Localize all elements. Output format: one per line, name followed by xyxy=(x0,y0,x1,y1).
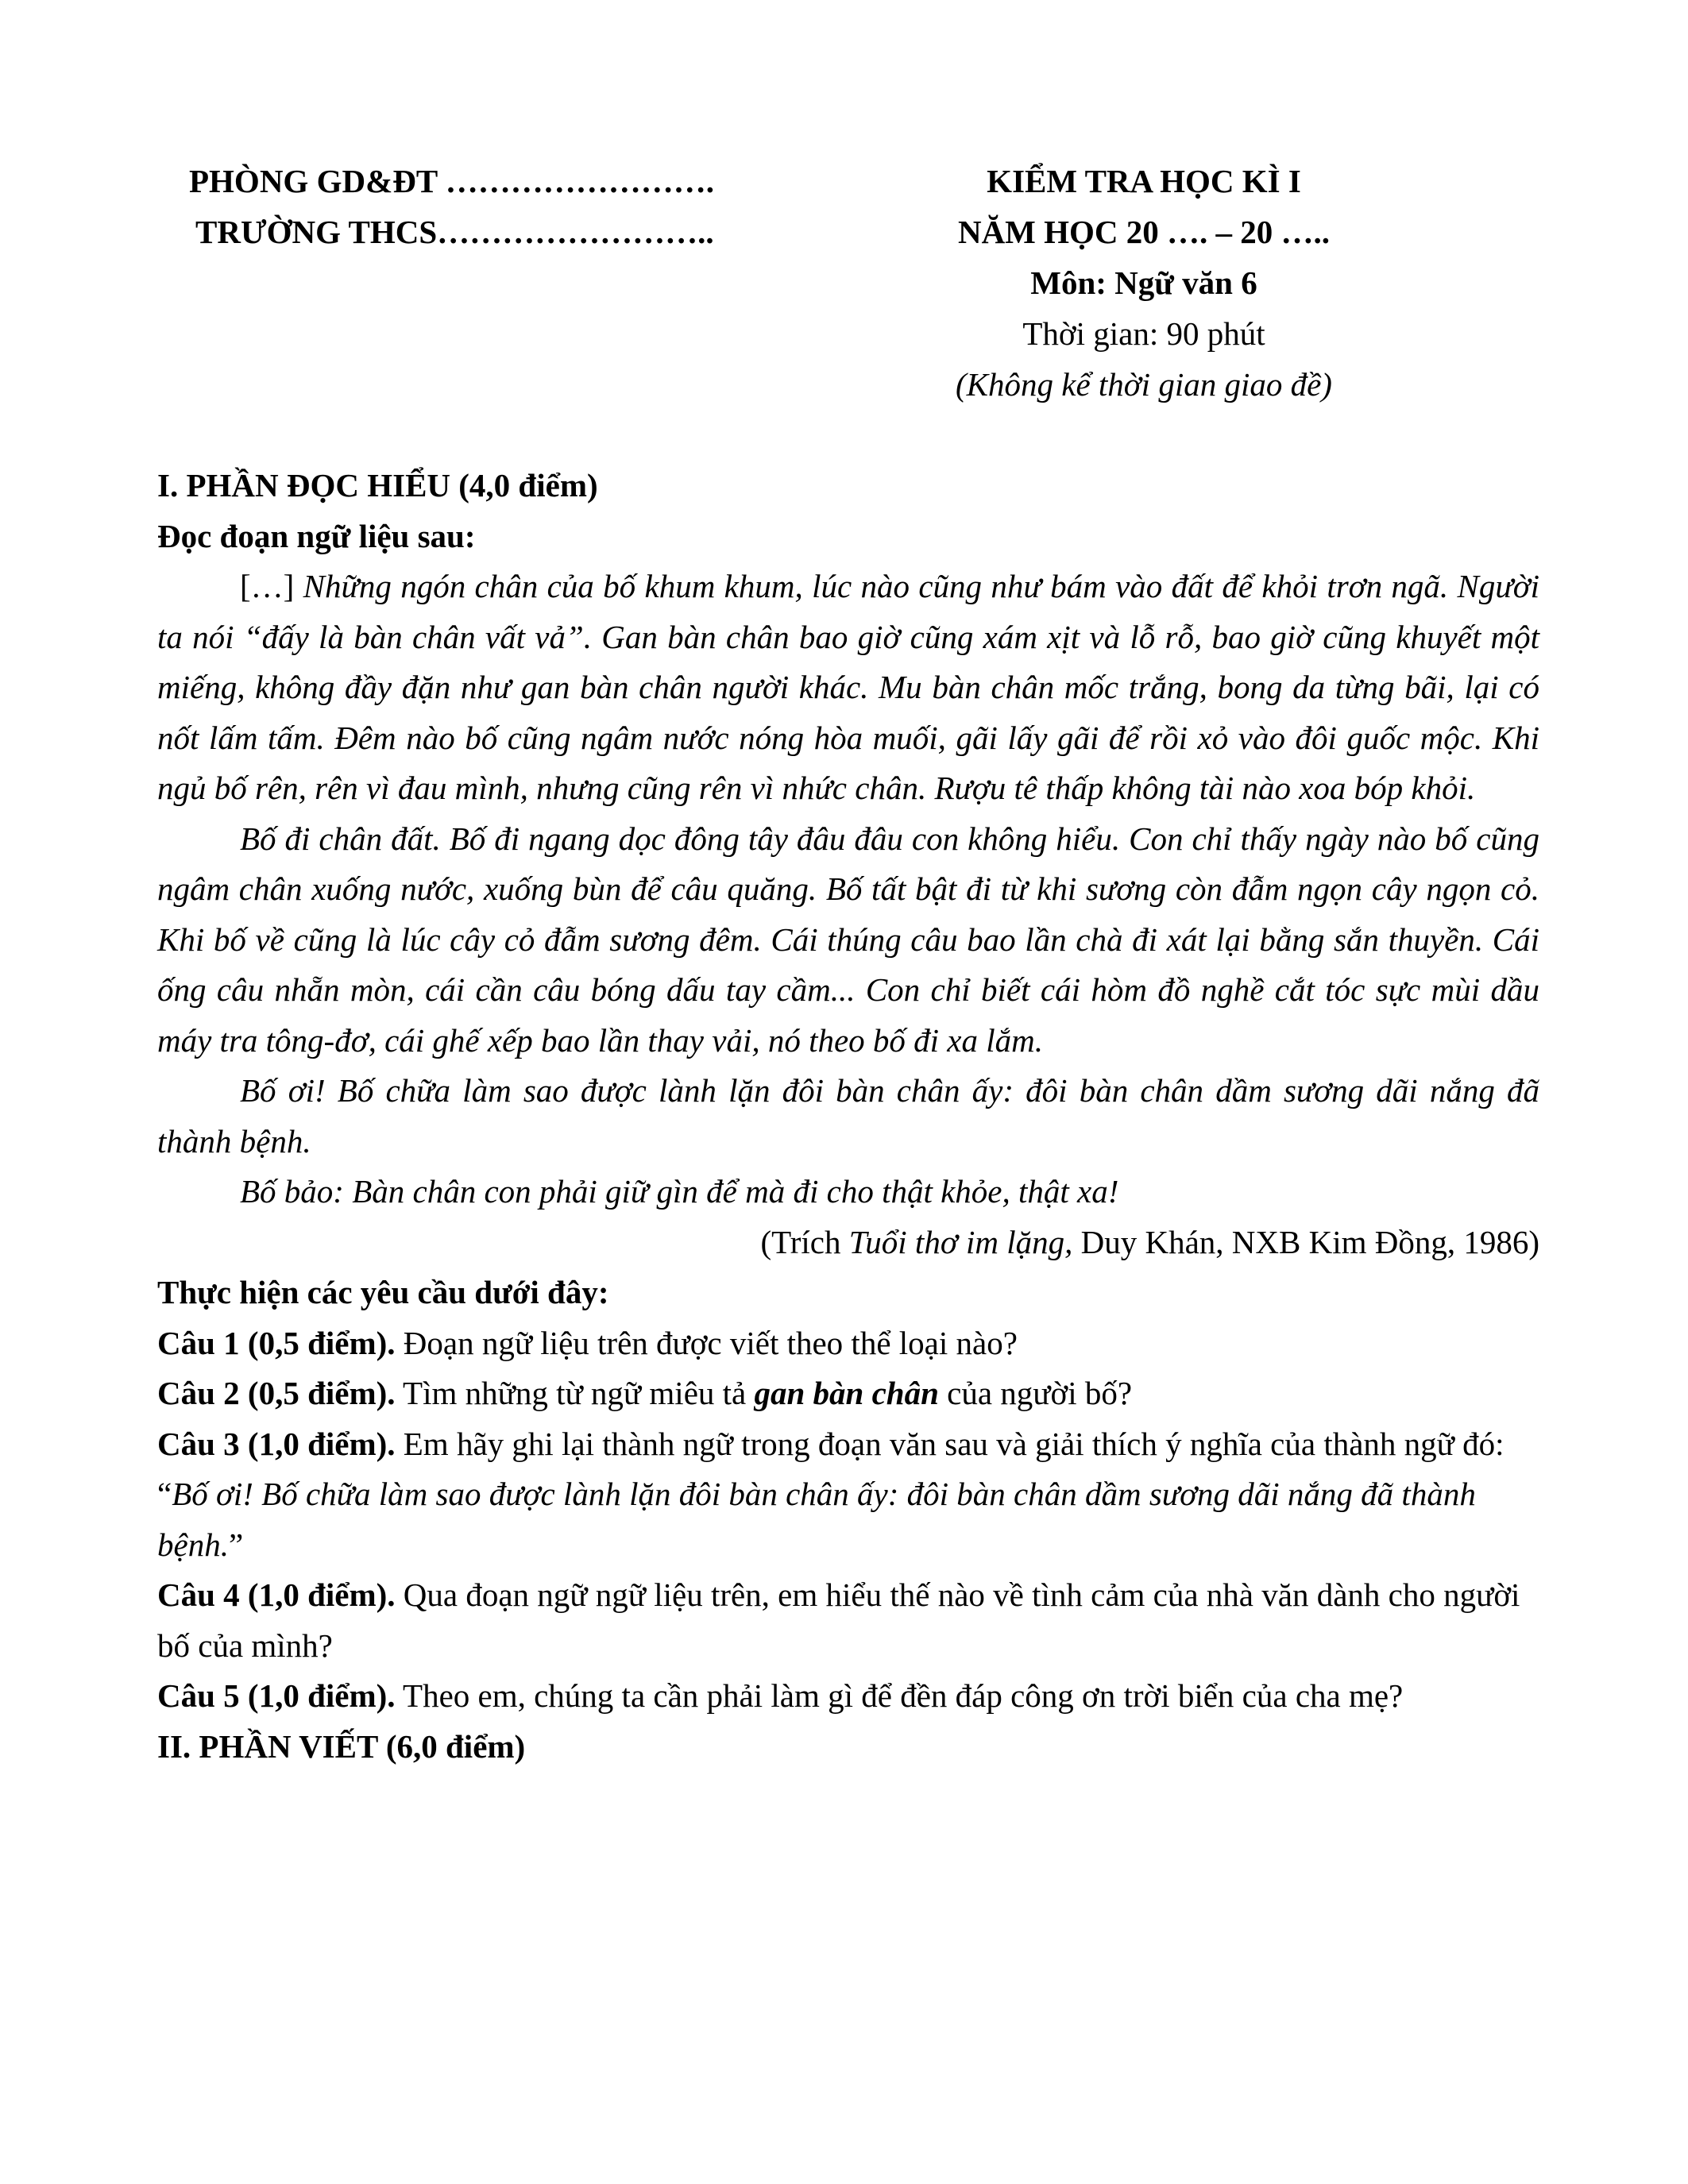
question-label: Câu 5 (1,0 điểm). xyxy=(157,1677,396,1714)
passage-paragraph-1 xyxy=(157,561,1539,814)
source-title: Tuổi thơ im lặng, xyxy=(848,1223,1073,1260)
question-label: Câu 2 (0,5 điểm). xyxy=(157,1375,396,1411)
tasks-title: Thực hiện các yêu cầu dưới đây: xyxy=(157,1274,609,1310)
header-right xyxy=(921,156,1366,410)
passage-paragraph-3: Bố ơi! Bố chữa làm sao được lành lặn đôi bàn chân ấy: đôi bàn chân dầm sương dãi nắng đã thành bệnh. xyxy=(157,1072,1539,1160)
section-1-title: I. PHẦN ĐỌC HIỂU (4,0 điểm) xyxy=(157,467,598,504)
passage-text-1: Những ngón chân của bố khum khum, lúc nào cũng như bám vào đất để khỏi trơn ngã. Người ta nói “đấy là bàn chân vất vả”. Gan bàn chân bao giờ cũng xám xịt và lỗ rỗ, bao giờ cũng khuyết một miếng, không đầy đặn như gan bàn chân người khác. Mu bàn chân mốc trắng, bong da từng bãi, lại có nốt lấm tấm. Đêm nào bố cũng ngâm nước nóng hòa muối, gãi lấy gãi để rồi xỏ vào đôi guốc mộc. Khi ngủ bố rên, rên vì đau mình, nhưng cũng rên vì nhức chân. Rượu tê thấp không tài nào xoa bóp khỏi. xyxy=(157,568,1539,806)
question-2: Câu 2 (0,5 điểm). Tìm những từ ngữ miêu tả gan bàn chân của người bố? xyxy=(157,1375,1133,1411)
time-line: Thời gian: 90 phút xyxy=(1022,315,1265,352)
question-5: Câu 5 (1,0 điểm). Theo em, chúng ta cần phải làm gì để đền đáp công ơn trời biển của cha mẹ? xyxy=(157,1677,1404,1714)
passage-source: (Trích Tuổi thơ im lặng, Duy Khán, NXB Kim Đồng, 1986) xyxy=(760,1223,1539,1260)
question-label: Câu 1 (0,5 điểm). xyxy=(157,1324,396,1361)
school-year: NĂM HỌC 20 …. – 20 ….. xyxy=(957,214,1331,250)
header-left xyxy=(189,156,714,257)
exam-content xyxy=(157,461,1539,1772)
question-3: Câu 3 (1,0 điểm). Em hãy ghi lại thành ngữ trong đoạn văn sau và giải thích ý nghĩa của thành ngữ đó: “Bố ơi! Bố chữa làm sao được lành lặn đôi bàn chân ấy: đôi bàn chân dầm sương dãi nắng đã thành bệnh.” xyxy=(157,1425,1505,1563)
question-label: Câu 3 (1,0 điểm). xyxy=(157,1425,396,1462)
passage-paragraph-4: Bố bảo: Bàn chân con phải giữ gìn để mà đi cho thật khỏe, thật xa! xyxy=(240,1173,1119,1210)
question-label: Câu 4 (1,0 điểm). xyxy=(157,1576,396,1613)
passage-ellipsis: […] xyxy=(240,568,303,604)
department-line: PHÒNG GD&ĐT ……………………. xyxy=(189,163,714,199)
exam-title: KIỂM TRA HỌC KÌ I xyxy=(987,163,1301,199)
passage-paragraph-2: Bố đi chân đất. Bố đi ngang dọc đông tây đâu đâu con không hiểu. Con chỉ thấy ngày nào bố cũng ngâm chân xuống nước, xuống bùn để câu quăng. Bố tất bật đi từ khi sương còn đẫm ngọn cây ngọn cỏ. Khi bố về cũng là lúc cây cỏ đẫm sương đêm. Cái thúng câu bao lần chà đi xát lại bằng sắn thuyền. Cái ống câu nhẵn mòn, cái cần câu bóng dấu tay cầm... Con chỉ biết cái hòm đồ nghề cắt tóc sực mùi dầu máy tra tông-đơ, cái ghế xếp bao lần thay vải, nó theo bố đi xa lắm. xyxy=(157,820,1539,1059)
question-4: Câu 4 (1,0 điểm). Qua đoạn ngữ ngữ liệu trên, em hiểu thế nào về tình cảm của nhà văn dành cho người bố của mình? xyxy=(157,1576,1520,1664)
question-quote: Bố ơi! Bố chữa làm sao được lành lặn đôi bàn chân ấy: đôi bàn chân dầm sương dãi nắng đã thành bệnh. xyxy=(157,1476,1476,1563)
reading-instruction: Đọc đoạn ngữ liệu sau: xyxy=(157,517,476,554)
time-note: (Không kể thời gian giao đề) xyxy=(956,366,1332,403)
school-line: TRƯỜNG THCS…………………….. xyxy=(195,214,714,250)
subject-line: Môn: Ngữ văn 6 xyxy=(1030,264,1257,301)
section-2-title: II. PHẦN VIẾT (6,0 điểm) xyxy=(157,1727,526,1765)
question-1: Câu 1 (0,5 điểm). Đoạn ngữ liệu trên được viết theo thể loại nào? xyxy=(157,1324,1018,1361)
question-emphasis: gan bàn chân xyxy=(754,1375,939,1411)
